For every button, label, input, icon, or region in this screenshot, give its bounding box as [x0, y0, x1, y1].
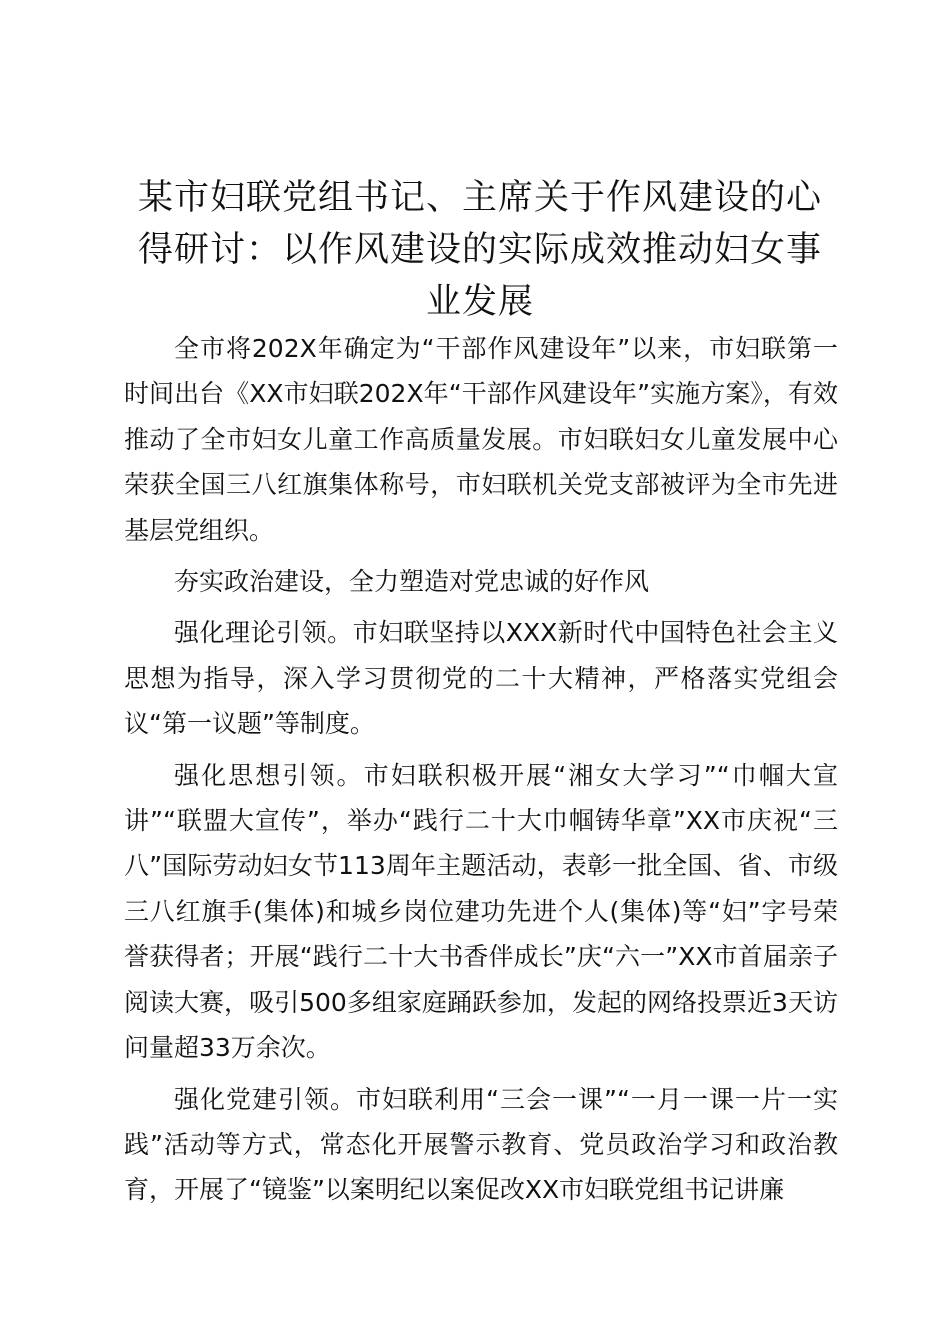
document-body — [124, 326, 838, 1219]
document-title: 某市妇联党组书记、主席关于作风建设的心得研讨：以作风建设的实际成效推动妇女事业发展 — [137, 178, 822, 322]
paragraph-theory-guidance: 强化理论引领。市妇联坚持以XXX新时代中国特色社会主义思想为指导，深入学习贯彻党的二十大精神，严格落实党组会议“第一议题”等制度。 — [124, 618, 838, 739]
section-heading-political-building: 夯实政治建设，全力塑造对党忠诚的好作风 — [174, 567, 650, 597]
paragraph-party-building-guidance: 强化党建引领。市妇联利用“三会一课”“一月一课一片一实践”活动等方式，常态化开展警示教育、党员政治学习和政治教育，开展了“镜鉴”以案明纪以案促改XX市妇联党组书记讲廉 — [124, 1084, 838, 1205]
paragraph-ideology-guidance: 强化思想引领。市妇联积极开展“湘女大学习”“巾帼大宣讲”“联盟大宣传”，举办“践行二十大巾帼铸华章”XX市庆祝“三八”国际劳动妇女节113周年主题活动，表彰一批全国、省、市级三八红旗手(集体)和城乡岗位建功先进个人(集体)等“妇”字号荣誉获得者；开展“践行二十大书香伴成长”庆“六一”XX市首届亲子阅读大赛，吸引500多组家庭踊跃参加，发起的网络投票近3天访问量超33万余次。 — [124, 760, 838, 1063]
paragraph-intro: 全市将202X年确定为“干部作风建设年”以来，市妇联第一时间出台《XX市妇联202X年“干部作风建设年”实施方案》，有效推动了全市妇女儿童工作高质量发展。市妇联妇女儿童发展中心荣获全国三八红旗集体称号，市妇联机关党支部被评为全市先进基层党组织。 — [124, 334, 838, 545]
